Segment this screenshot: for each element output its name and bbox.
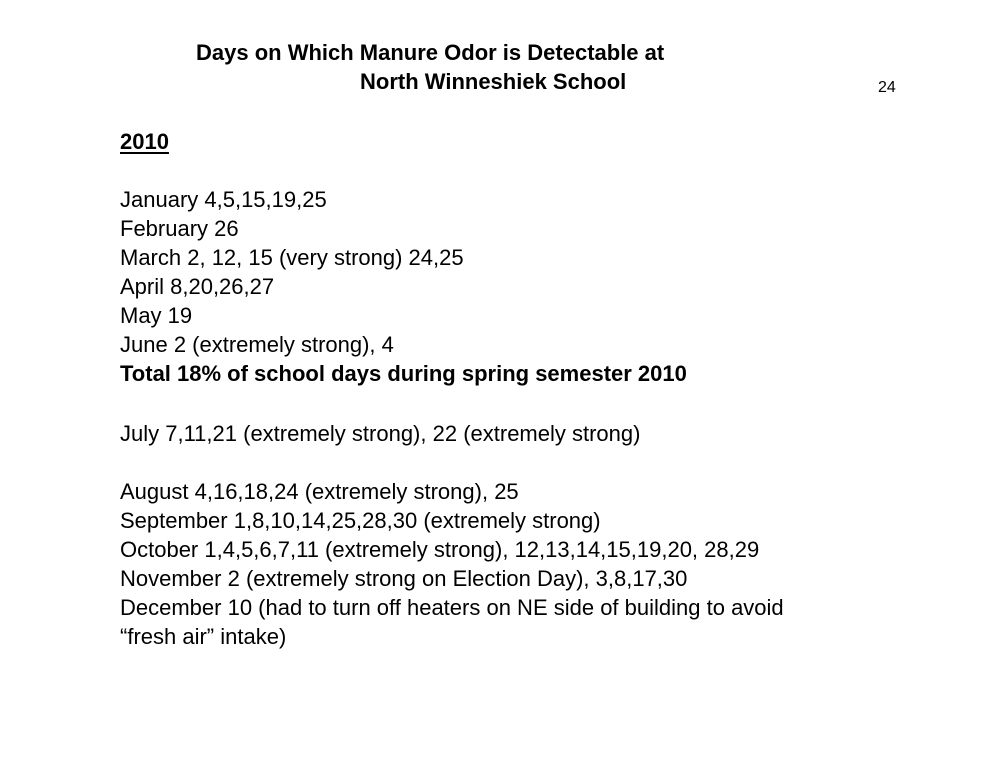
- page-title-line-1: Days on Which Manure Odor is Detectable at: [196, 40, 665, 65]
- entry-december-continued: “fresh air” intake): [120, 624, 287, 649]
- entry-november: November 2 (extremely strong on Election Day), 3,8,17,30: [120, 566, 688, 591]
- page-number: 24: [878, 79, 896, 96]
- entry-july: July 7,11,21 (extremely strong), 22 (extremely strong): [120, 421, 641, 446]
- entry-june: June 2 (extremely strong), 4: [120, 332, 394, 357]
- entry-january: January 4,5,15,19,25: [120, 187, 327, 212]
- entry-october: October 1,4,5,6,7,11 (extremely strong), 12,13,14,15,19,20, 28,29: [120, 537, 760, 562]
- spring-total-summary: Total 18% of school days during spring semester 2010: [120, 361, 687, 386]
- entry-december: December 10 (had to turn off heaters on NE side of building to avoid: [120, 595, 784, 620]
- page-title-line-2: North Winneshiek School: [360, 69, 627, 94]
- entry-march: March 2, 12, 15 (very strong) 24,25: [120, 245, 464, 270]
- entry-april: April 8,20,26,27: [120, 274, 275, 299]
- entry-september: September 1,8,10,14,25,28,30 (extremely strong): [120, 508, 601, 533]
- entry-may: May 19: [120, 303, 193, 328]
- year-heading: 2010: [120, 129, 169, 154]
- entry-august: August 4,16,18,24 (extremely strong), 25: [120, 479, 519, 504]
- entry-february: February 26: [120, 216, 239, 241]
